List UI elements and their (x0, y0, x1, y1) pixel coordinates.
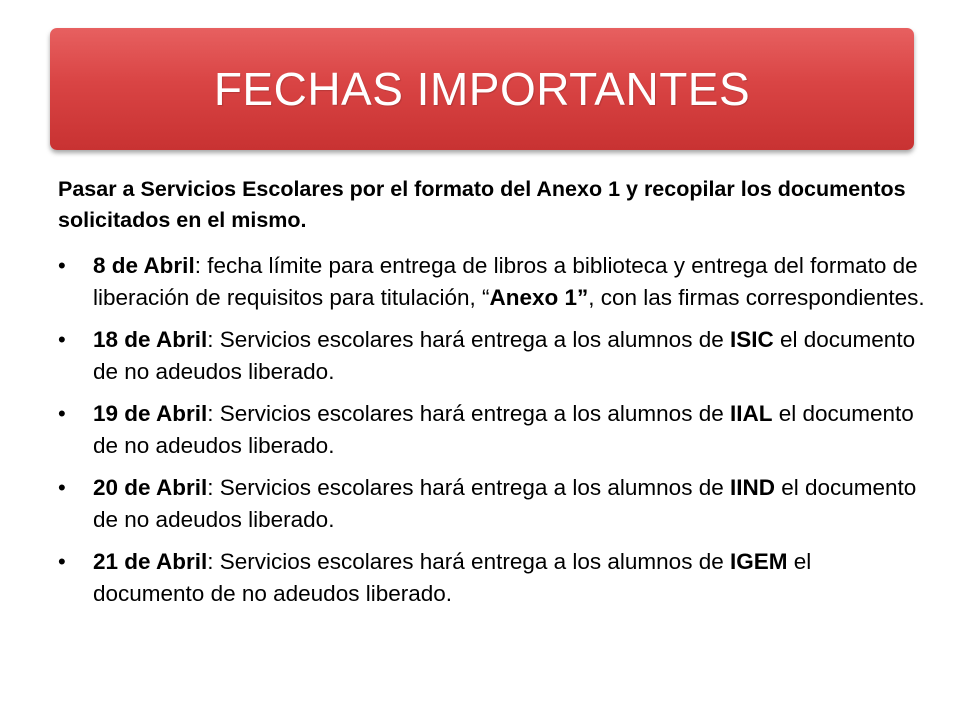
date-label: 21 de Abril (93, 549, 208, 574)
bullet-icon: • (58, 549, 66, 574)
content-body (58, 174, 928, 620)
career-label: IIAL (729, 401, 773, 426)
item-text: : Servicios escolares hará entrega a los alumnos de (207, 475, 730, 500)
bullet-icon: • (58, 253, 66, 278)
career-label: ISIC (729, 327, 774, 352)
list-item-19-abril (58, 398, 928, 461)
item-text: : Servicios escolares hará entrega a los alumnos de (207, 549, 730, 574)
bullet-icon: • (58, 327, 66, 352)
date-label: 18 de Abril (93, 327, 208, 352)
list-item-21-abril (58, 546, 928, 609)
date-label: 8 de Abril (93, 253, 195, 278)
date-label: 20 de Abril (93, 475, 208, 500)
bullet-icon: • (58, 475, 66, 500)
career-label: IGEM (729, 549, 788, 574)
title-banner (50, 28, 914, 150)
item-text: el documento de no adeudos liberado. (93, 327, 916, 384)
anexo-label: Anexo 1” (489, 284, 589, 310)
item-text: , con las firmas correspondientes. (588, 284, 925, 310)
item-text: : Servicios escolares hará entrega a los alumnos de (207, 401, 730, 426)
page-title: FECHAS IMPORTANTES (213, 63, 751, 115)
bullet-icon: • (58, 401, 66, 426)
item-text: el documento de no adeudos liberado. (93, 549, 812, 606)
list-item-20-abril (58, 472, 928, 535)
item-text: : fecha límite para entrega de libros a biblioteca y entrega del formato de liberación de requisitos para titulación, “ (93, 253, 918, 310)
intro-paragraph: Pasar a Servicios Escolares por el formato del Anexo 1 y recopilar los documentos solicitados en el mismo. (58, 177, 906, 232)
item-text: : Servicios escolares hará entrega a los alumnos de (207, 327, 730, 352)
career-label: IIND (729, 475, 775, 500)
list-item-18-abril (58, 324, 928, 387)
dates-list (58, 250, 928, 609)
item-text: el documento de no adeudos liberado. (93, 475, 917, 532)
item-text: el documento de no adeudos liberado. (93, 401, 914, 458)
list-item-8-abril (58, 250, 928, 313)
date-label: 19 de Abril (93, 401, 208, 426)
